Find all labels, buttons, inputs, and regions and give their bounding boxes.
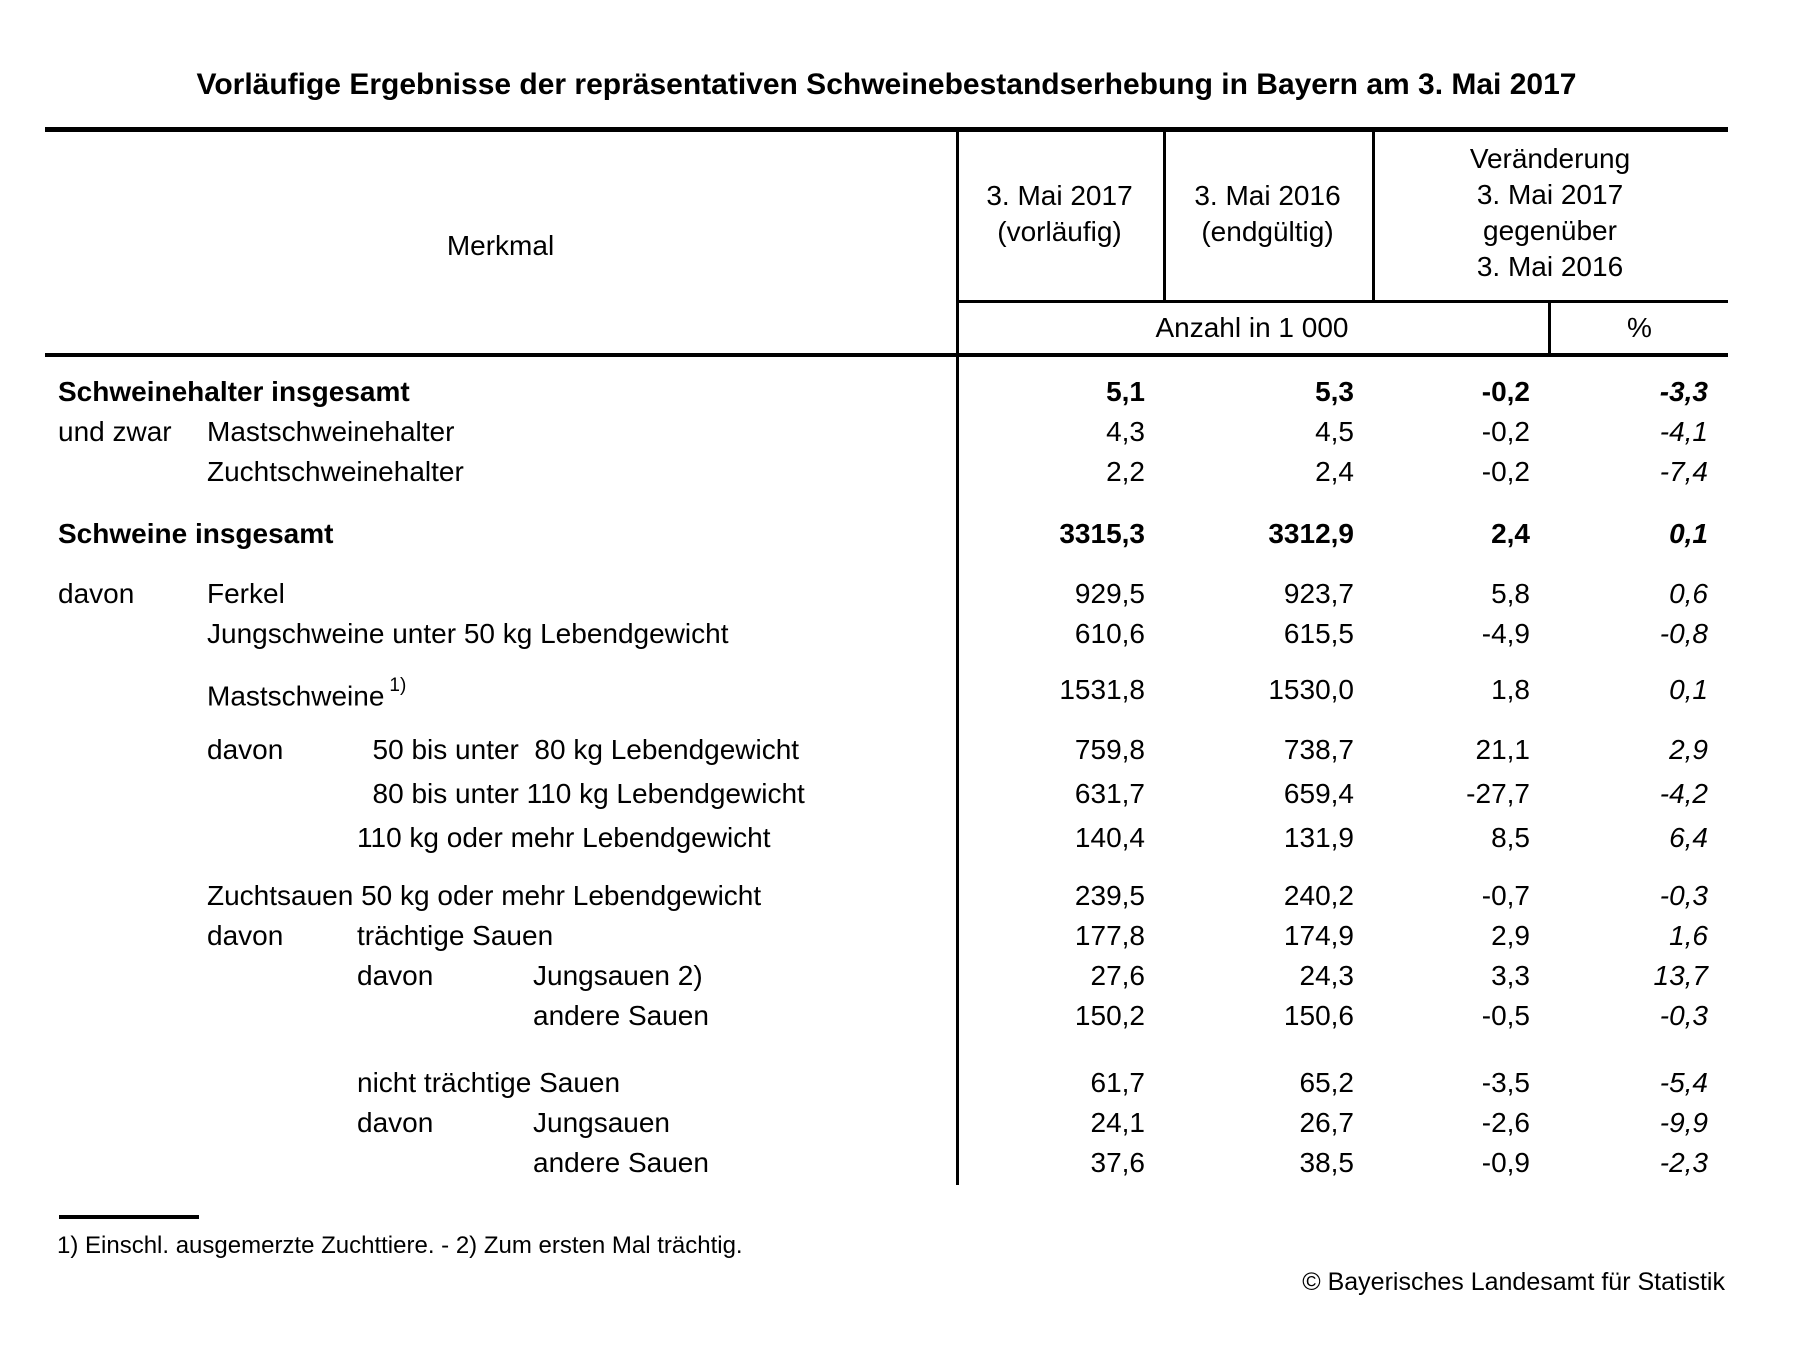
value-2017: 177,8	[1074, 920, 1145, 951]
value-change-pct: -0,3	[1659, 1000, 1708, 1031]
value-2017: 150,2	[1074, 1000, 1145, 1031]
value-2017: 4,3	[1106, 416, 1145, 447]
value-change-abs: -0,7	[1481, 880, 1530, 911]
value-change-pct: 2,9	[1669, 734, 1708, 765]
change-header	[1372, 141, 1728, 285]
row-label: Jungschweine unter 50 kg Lebendgewicht	[207, 618, 729, 649]
table-row	[45, 514, 1728, 554]
value-change-pct: -3,3	[1659, 376, 1708, 407]
col-2017-line2: (vorläufig)	[997, 216, 1122, 247]
row-label-zone	[45, 996, 956, 1036]
table-row	[45, 1143, 1728, 1183]
page-title: Vorläufige Ergebnisse der repräsentativen Schweinebestandserhebung in Bayern am 3. Mai 2017	[196, 68, 1577, 101]
row-label: Ferkel	[207, 578, 285, 609]
row-label-zone	[45, 614, 956, 654]
value-2017: 24,1	[1090, 1107, 1145, 1138]
value-change-abs: -0,2	[1481, 376, 1530, 407]
value-2016: 38,5	[1299, 1147, 1354, 1178]
value-change-abs: 5,8	[1491, 578, 1530, 609]
value-change-pct: -4,1	[1659, 416, 1708, 447]
table-body	[45, 357, 1728, 1183]
value-2016: 923,7	[1283, 578, 1354, 609]
footnote: 1) Einschl. ausgemerzte Zuchttiere. - 2) Zum ersten Mal trächtig.	[57, 1232, 743, 1259]
value-change-abs: -0,9	[1481, 1147, 1530, 1178]
value-2016: 65,2	[1299, 1067, 1354, 1098]
row-label: Schweine insgesamt	[58, 518, 334, 549]
value-2017: 27,6	[1090, 960, 1145, 991]
footnote-rule	[59, 1215, 199, 1219]
value-change-pct: 1,6	[1669, 920, 1708, 951]
footnote-marker: 1)	[389, 675, 407, 696]
row-prefix: davon	[207, 920, 284, 951]
value-2017: 929,5	[1074, 578, 1145, 609]
change-line4: 3. Mai 2016	[1476, 251, 1624, 282]
value-2017: 759,8	[1074, 734, 1145, 765]
value-change-pct: -5,4	[1659, 1067, 1708, 1098]
row-label: 50 bis unter 80 kg Lebendgewicht	[357, 734, 800, 765]
value-2016: 4,5	[1315, 416, 1354, 447]
value-2016: 131,9	[1283, 822, 1354, 853]
row-label: andere Sauen	[533, 1147, 709, 1178]
table-row	[45, 1103, 1728, 1143]
row-label-zone	[45, 1103, 956, 1143]
value-change-pct: -7,4	[1659, 456, 1708, 487]
merkmal-header: Merkmal	[446, 230, 555, 261]
row-label: 110 kg oder mehr Lebendgewicht	[357, 822, 771, 853]
value-change-abs: 2,9	[1491, 920, 1530, 951]
table-row	[45, 1063, 1728, 1103]
value-change-pct: 0,1	[1669, 674, 1708, 705]
row-label: nicht trächtige Sauen	[357, 1067, 621, 1098]
row-label-zone	[45, 916, 956, 956]
table-row	[45, 670, 1728, 710]
value-2016: 5,3	[1315, 376, 1354, 407]
col-2016-header	[1163, 178, 1372, 250]
change-line2: 3. Mai 2017	[1476, 179, 1624, 210]
row-label: andere Sauen	[533, 1000, 709, 1031]
row-label-zone	[45, 1063, 956, 1103]
row-label: Schweinehalter insgesamt	[58, 376, 410, 407]
value-2017: 2,2	[1106, 456, 1145, 487]
value-2017: 5,1	[1106, 376, 1145, 407]
table-row	[45, 372, 1728, 412]
value-2017: 37,6	[1090, 1147, 1145, 1178]
row-label: Zuchtschweinehalter	[207, 456, 464, 487]
value-change-abs: -0,5	[1481, 1000, 1530, 1031]
row-prefix: und zwar	[58, 416, 172, 447]
table-row	[45, 614, 1728, 654]
value-2016: 2,4	[1315, 456, 1354, 487]
row-label: Jungsauen	[533, 1107, 671, 1138]
table-row	[45, 876, 1728, 916]
row-label-zone	[45, 1143, 956, 1183]
row-label-zone	[45, 412, 956, 452]
row-label-zone	[45, 452, 956, 492]
value-2017: 239,5	[1074, 880, 1145, 911]
value-2016: 659,4	[1283, 778, 1354, 809]
value-2016: 615,5	[1283, 618, 1354, 649]
value-2016: 3312,9	[1268, 518, 1354, 549]
row-label-zone	[45, 876, 956, 916]
table-row	[45, 412, 1728, 452]
row-label-zone	[45, 574, 956, 614]
row-prefix: davon	[207, 734, 284, 765]
row-label: Mastschweine $^{1)}$	[207, 675, 407, 712]
row-label-zone	[45, 730, 956, 770]
copyright: © Bayerisches Landesamt für Statistik	[1302, 1268, 1725, 1296]
value-change-abs: 21,1	[1475, 734, 1530, 765]
value-change-pct: 0,1	[1669, 518, 1708, 549]
value-2017: 61,7	[1090, 1067, 1145, 1098]
value-2017: 140,4	[1074, 822, 1145, 853]
table-row	[45, 916, 1728, 956]
value-2017: 1531,8	[1059, 674, 1145, 705]
row-label: trächtige Sauen	[357, 920, 554, 951]
value-change-abs: 3,3	[1491, 960, 1530, 991]
value-2016: 174,9	[1283, 920, 1354, 951]
value-change-abs: -0,2	[1481, 456, 1530, 487]
value-change-pct: -0,3	[1659, 880, 1708, 911]
table-row	[45, 452, 1728, 492]
value-2016: 24,3	[1299, 960, 1354, 991]
top-rule	[45, 127, 1728, 132]
col-2017-line1: 3. Mai 2017	[986, 180, 1133, 211]
value-change-pct: -0,8	[1659, 618, 1708, 649]
row-label-zone	[45, 670, 956, 710]
value-2016: 240,2	[1283, 880, 1354, 911]
change-line3: gegenüber	[1483, 215, 1617, 246]
value-2016: 738,7	[1283, 734, 1354, 765]
row-label: Jungsauen 2)	[533, 960, 703, 991]
value-change-pct: 6,4	[1669, 822, 1708, 853]
value-2016: 1530,0	[1268, 674, 1354, 705]
value-change-abs: -0,2	[1481, 416, 1530, 447]
row-label-zone	[45, 514, 956, 554]
unit-percent-header: %	[1627, 312, 1652, 343]
value-change-abs: -27,7	[1466, 778, 1530, 809]
row-label: Zuchtsauen 50 kg oder mehr Lebendgewicht	[207, 880, 762, 911]
value-change-abs: -3,5	[1481, 1067, 1530, 1098]
row-label: Mastschweinehalter	[207, 416, 455, 447]
row-label: 80 bis unter 110 kg Lebendgewicht	[357, 778, 805, 809]
value-2016: 26,7	[1299, 1107, 1354, 1138]
value-change-abs: -4,9	[1481, 618, 1530, 649]
value-2016: 150,6	[1283, 1000, 1354, 1031]
row-label-zone	[45, 818, 956, 858]
value-change-abs: 8,5	[1491, 822, 1530, 853]
table-row	[45, 574, 1728, 614]
row-label-zone	[45, 956, 956, 996]
value-change-pct: -4,2	[1659, 778, 1708, 809]
change-line1: Veränderung	[1469, 143, 1631, 174]
value-change-abs: 1,8	[1491, 674, 1530, 705]
header-rule	[956, 300, 1728, 303]
value-change-abs: -2,6	[1481, 1107, 1530, 1138]
table-row	[45, 956, 1728, 996]
table-row	[45, 774, 1728, 814]
row-prefix: davon	[357, 1107, 434, 1138]
table-row	[45, 818, 1728, 858]
value-change-pct: 0,6	[1669, 578, 1708, 609]
col-2017-header	[956, 178, 1163, 250]
value-2017: 610,6	[1074, 618, 1145, 649]
value-change-abs: 2,4	[1491, 518, 1530, 549]
row-label-zone	[45, 774, 956, 814]
row-label-zone	[45, 372, 956, 412]
unit-count-header: Anzahl in 1 000	[1155, 312, 1349, 343]
row-prefix: davon	[58, 578, 135, 609]
table-row	[45, 730, 1728, 770]
value-2017: 3315,3	[1059, 518, 1145, 549]
col-2016-line1: 3. Mai 2016	[1194, 180, 1341, 211]
table-row	[45, 996, 1728, 1036]
value-change-pct: -2,3	[1659, 1147, 1708, 1178]
row-prefix: davon	[357, 960, 434, 991]
value-change-pct: -9,9	[1659, 1107, 1708, 1138]
value-2017: 631,7	[1074, 778, 1145, 809]
value-change-pct: 13,7	[1653, 960, 1708, 991]
col-2016-line2: (endgültig)	[1201, 216, 1334, 247]
